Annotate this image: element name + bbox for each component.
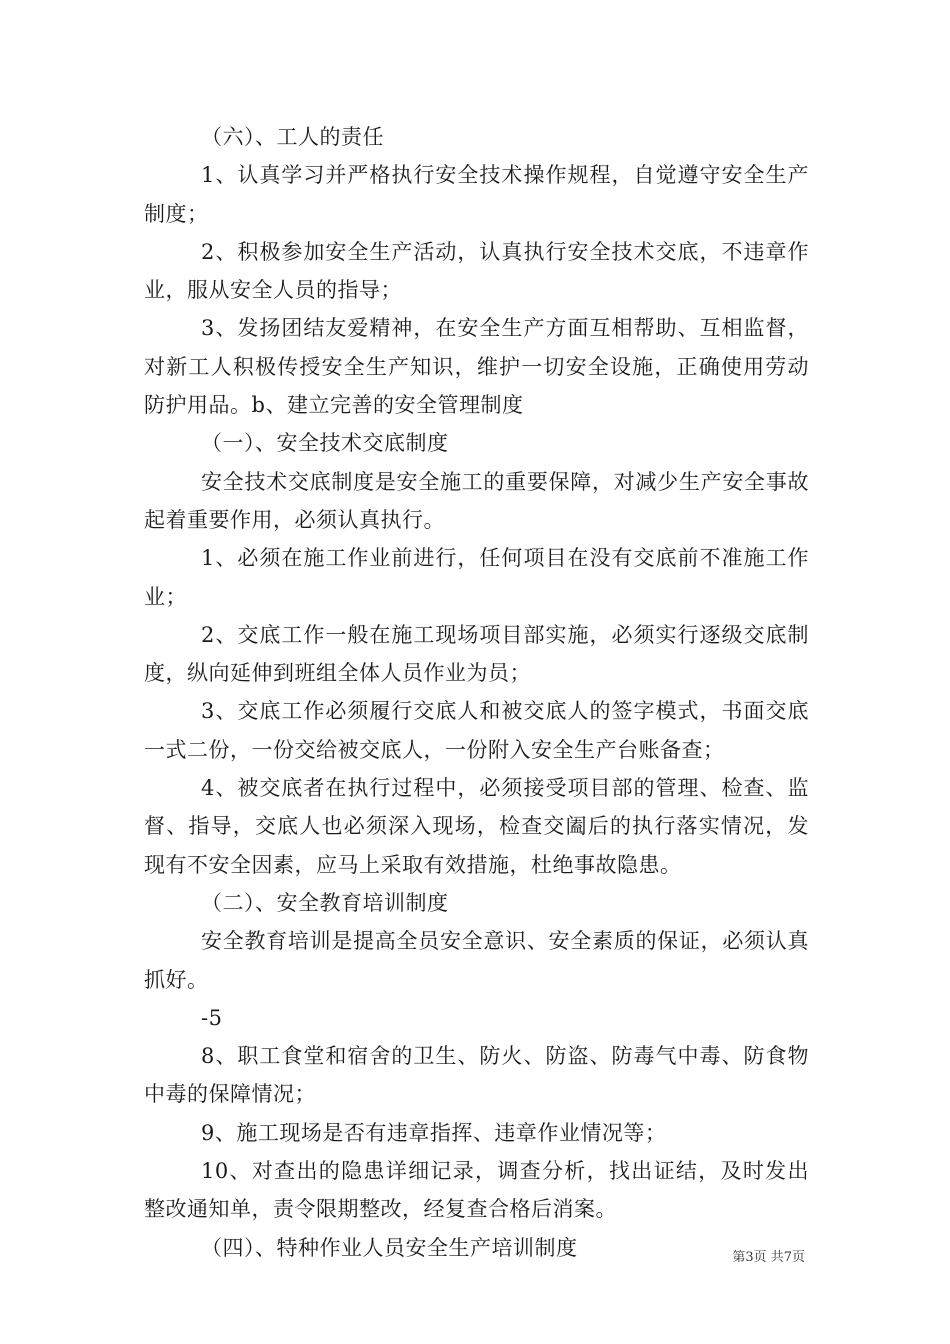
paragraph: 2、交底工作一般在施工现场项目部实施，必须实行逐级交底制度，纵向延伸到班组全体人员作业为员；: [144, 622, 809, 686]
page-number: 第3页 共7页: [732, 1250, 805, 1265]
heading-safety-briefing-system: （一）、安全技术交底制度: [201, 431, 449, 456]
page-marker: -5: [201, 1005, 223, 1030]
paragraph: 4、被交底者在执行过程中，必须接受项目部的管理、检查、监督、指导，交底人也必须深入现场，检查交阖后的执行落实情况，发现有不安全因素，应马上采取有效措施，杜绝事故隐患。: [144, 776, 809, 877]
heading-worker-responsibility: （六）、工人的责任: [201, 125, 384, 149]
heading-safety-training-system: （二）、安全教育培训制度: [201, 890, 449, 915]
paragraph: 1、认真学习并严格执行安全技术操作规程，自觉遵守安全生产制度；: [144, 163, 809, 226]
paragraph: 8、职工食堂和宿舍的卫生、防火、防盗、防毒气中毒、防食物中毒的保障情况；: [144, 1044, 809, 1107]
paragraph: 安全教育培训是提高全员安全意识、安全素质的保证，必须认真抓好。: [144, 929, 809, 992]
paragraph: 3、交底工作必须履行交底人和被交底人的签字模式，书面交底一式二份，一份交给被交底人，一份附入安全生产台账备查；: [144, 699, 809, 762]
heading-special-operators-training: （四）、特种作业人员安全生产培训制度: [201, 1235, 578, 1260]
paragraph: 3、发扬团结友爱精神，在安全生产方面互相帮助、互相监督，对新工人积极传授安全生产知识，维护一切安全设施，正确使用劳动防护用品。b、建立完善的安全管理制度: [144, 316, 809, 418]
paragraph: 10、对查出的隐患详细记录，调查分析，找出证结，及时发出整改通知单，责令限期整改，经复查合格后消案。: [144, 1159, 809, 1222]
paragraph: 1、必须在施工作业前进行，任何项目在没有交底前不准施工作业；: [144, 546, 809, 609]
paragraph: 9、施工现场是否有违章指挥、违章作业情况等；: [201, 1120, 667, 1145]
paragraph: 安全技术交底制度是安全施工的重要保障，对减少生产安全事故起着重要作用，必须认真执行。: [144, 469, 809, 532]
document-body: [144, 118, 809, 1267]
paragraph: 2、积极参加安全生产活动，认真执行安全技术交底，不违章作业，服从安全人员的指导；: [144, 239, 809, 303]
